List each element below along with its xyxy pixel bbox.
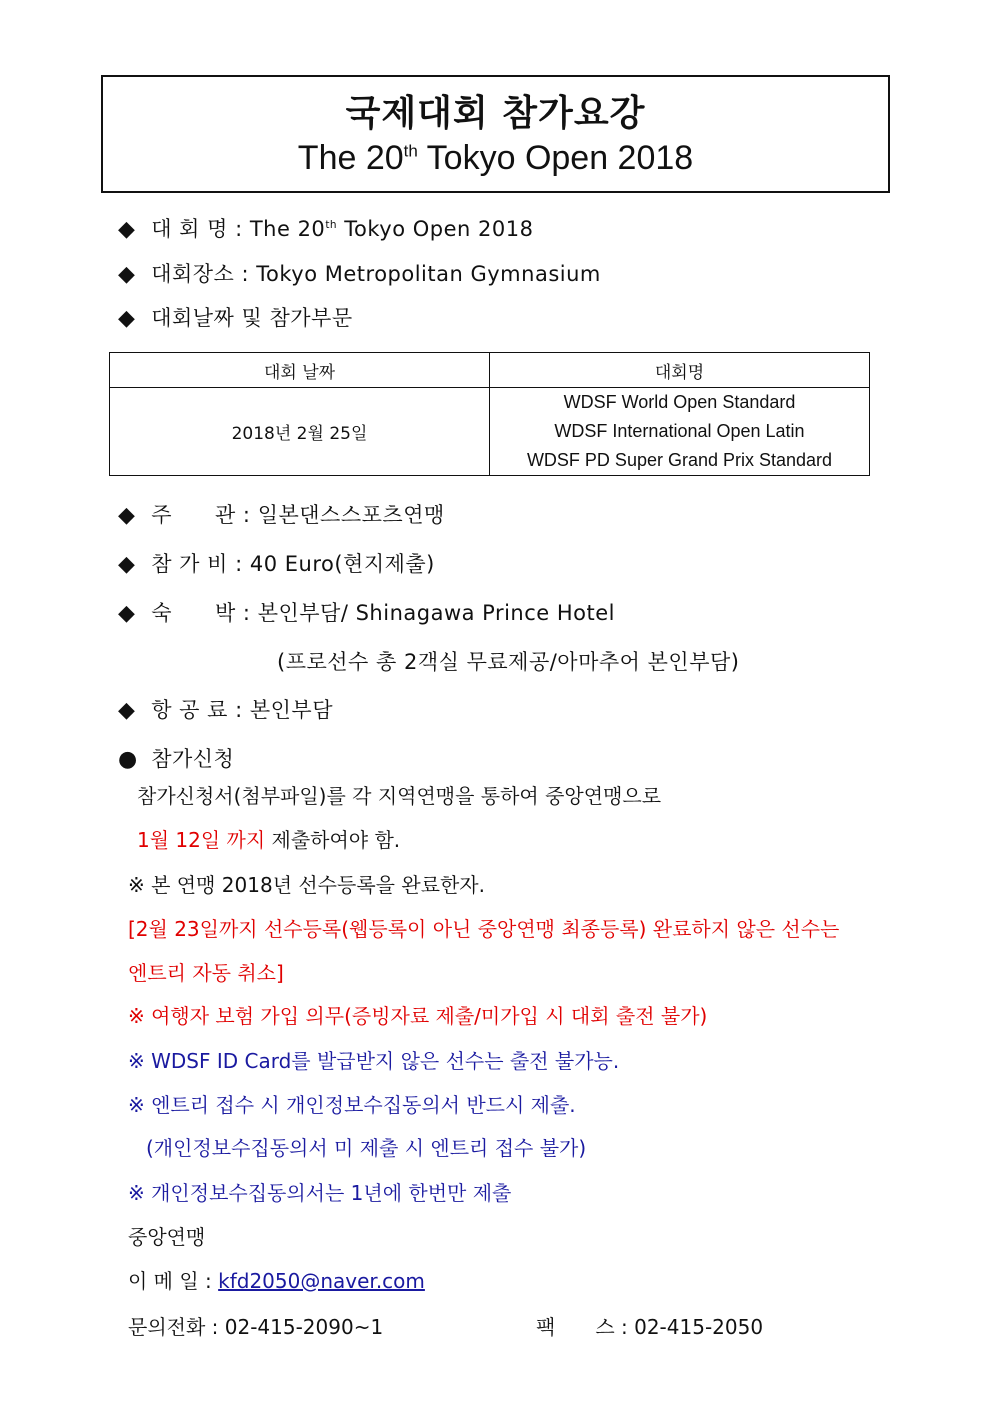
diamond-icon: ◆ xyxy=(118,217,136,242)
phone-value: 02-415-2090~1 xyxy=(224,1315,384,1339)
event-item: WDSF World Open Standard xyxy=(563,392,796,412)
fee-label: 참 가 비 : xyxy=(151,552,243,576)
deadline-text: 1월 12일 까지 xyxy=(137,828,266,852)
note-registration: ※ 본 연맹 2018년 선수등록을 완료한자. xyxy=(128,873,485,897)
name-pre: The 20 xyxy=(249,217,326,241)
note-privacy-sub: (개인정보수집동의서 미 제출 시 엔트리 접수 불가) xyxy=(146,1136,587,1160)
host-label: 주 관 : xyxy=(151,503,251,527)
diamond-icon: ◆ xyxy=(118,503,136,528)
note-privacy: ※ 엔트리 접수 시 개인정보수집동의서 반드시 제출. xyxy=(128,1093,576,1117)
application-heading xyxy=(118,743,234,773)
application-title: 참가신청 xyxy=(151,747,235,771)
event-item: WDSF International Open Latin xyxy=(554,421,805,441)
fax-label: 팩 스 : xyxy=(536,1315,628,1339)
airfare-value: 본인부담 xyxy=(249,698,333,722)
schedule-table xyxy=(109,352,870,476)
schedule-date: 2018년 2월 25일 xyxy=(110,388,490,476)
header-date: 대회 날짜 xyxy=(110,353,490,388)
lodging-label: 숙 박 : xyxy=(151,601,251,625)
diamond-icon: ◆ xyxy=(118,698,136,723)
note-entry-cancel-2: 엔트리 자동 취소] xyxy=(128,961,284,985)
name-value xyxy=(250,217,534,241)
venue-label: 대회장소 : xyxy=(151,262,250,286)
contact-phone-line xyxy=(128,1311,383,1340)
subtitle-post: Tokyo Open 2018 xyxy=(417,139,694,177)
diamond-icon: ◆ xyxy=(118,306,136,331)
diamond-icon: ◆ xyxy=(118,262,136,287)
detail-lodging xyxy=(118,597,615,627)
contact-email-line xyxy=(128,1265,425,1294)
lodging-note: (프로선수 총 2객실 무료제공/아마추어 본인부담) xyxy=(277,650,740,674)
airfare-label: 항 공 료 : xyxy=(151,698,243,722)
fax-value: 02-415-2050 xyxy=(634,1315,764,1339)
page-subtitle xyxy=(103,139,888,178)
email-label: 이 메 일 : xyxy=(128,1269,212,1293)
note-privacy-yearly: ※ 개인정보수집동의서는 1년에 한번만 제출 xyxy=(128,1181,512,1205)
detail-fee xyxy=(118,548,435,578)
contact-fax-line xyxy=(536,1311,763,1340)
phone-label: 문의전화 : xyxy=(128,1315,219,1339)
name-label: 대 회 명 : xyxy=(151,217,243,241)
event-item: WDSF PD Super Grand Prix Standard xyxy=(526,450,833,470)
deadline-suffix: 제출하여야 함. xyxy=(265,828,401,852)
info-name xyxy=(118,213,533,243)
email-link[interactable]: kfd2050@naver.com xyxy=(218,1269,425,1293)
application-line1: 참가신청서(첨부파일)를 각 지역연맹을 통하여 중앙연맹으로 xyxy=(137,784,662,808)
name-sup: th xyxy=(325,219,338,231)
table-row xyxy=(110,388,870,476)
subtitle-pre: The 20 xyxy=(297,139,404,177)
title-box xyxy=(101,75,890,193)
note-id-card: ※ WDSF ID Card를 발급받지 않은 선수는 출전 불가능. xyxy=(128,1049,620,1073)
name-post: Tokyo Open 2018 xyxy=(337,217,534,241)
application-deadline-line xyxy=(137,824,400,853)
dates-label: 대회날짜 및 참가부문 xyxy=(151,306,353,330)
info-venue xyxy=(118,258,601,288)
venue-value: Tokyo Metropolitan Gymnasium xyxy=(256,262,601,286)
contact-org: 중앙연맹 xyxy=(128,1225,206,1249)
header-event: 대회명 xyxy=(490,353,870,388)
detail-host xyxy=(118,499,445,529)
schedule-events xyxy=(490,388,870,476)
note-insurance: ※ 여행자 보험 가입 의무(증빙자료 제출/미가입 시 대회 출전 불가) xyxy=(128,1004,708,1028)
host-value: 일본댄스스포츠연맹 xyxy=(257,503,445,527)
note-entry-cancel-1: [2월 23일까지 선수등록(웹등록이 아닌 중앙연맹 최종등록) 완료하지 않은 선수는 xyxy=(128,917,840,941)
detail-airfare xyxy=(118,694,333,724)
lodging-value: 본인부담/ Shinagawa Prince Hotel xyxy=(257,601,616,625)
info-dates xyxy=(118,302,353,332)
subtitle-sup: th xyxy=(403,141,418,161)
fee-value: 40 Euro(현지제출) xyxy=(249,552,435,576)
page-title: 국제대회 참가요강 xyxy=(345,93,646,134)
table-header-row xyxy=(110,353,870,388)
diamond-icon: ◆ xyxy=(118,601,136,626)
bullet-icon: ● xyxy=(118,747,138,772)
diamond-icon: ◆ xyxy=(118,552,136,577)
